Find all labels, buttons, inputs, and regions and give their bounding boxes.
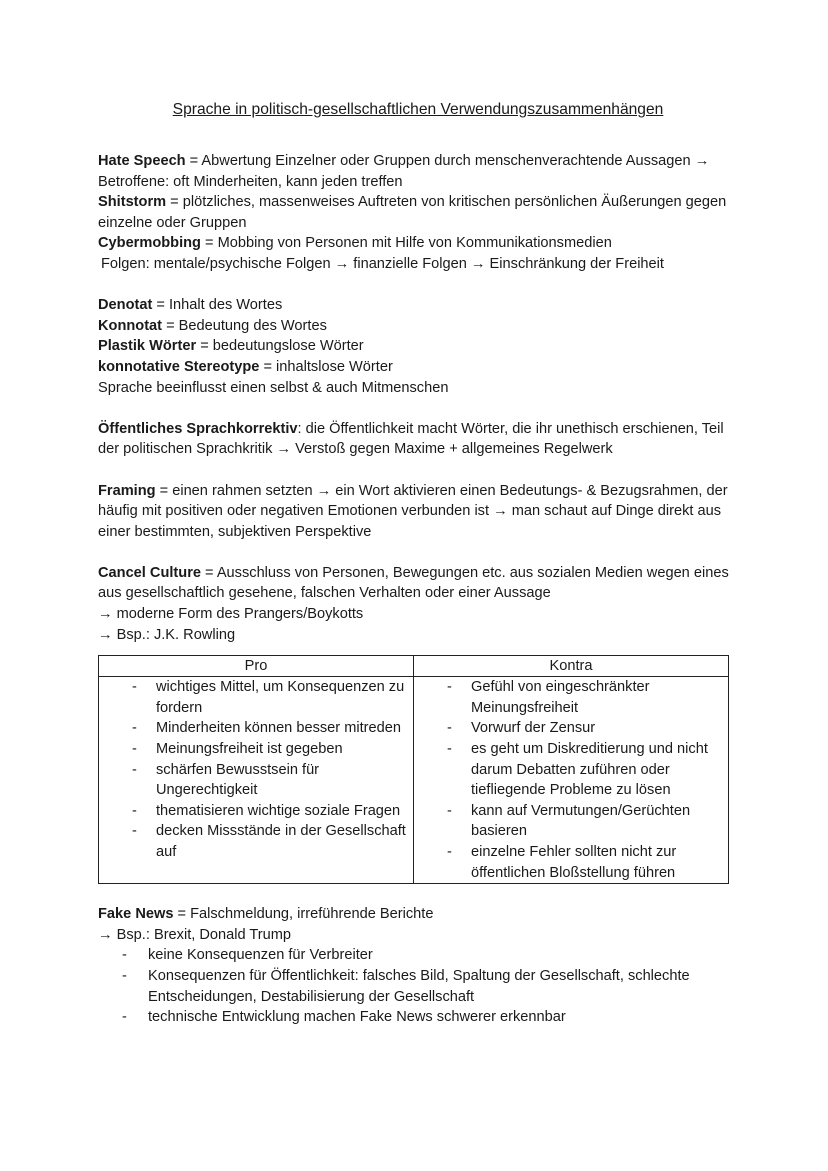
shitstorm-term: Shitstorm	[98, 194, 167, 211]
sprachkorrektiv-term: Öffentliches Sprachkorrektiv	[98, 420, 298, 437]
list-item: - technische Entwicklung machen Fake News schwerer erkennbar	[98, 1007, 738, 1028]
fake-news-definition: Fake News = Falschmeldung, irreführende Berichte	[98, 906, 434, 923]
hate-speech-term: Hate Speech	[98, 153, 186, 169]
list-item: - es geht um Diskreditierung und nicht darum Debatten zuführen oder tiefliegende Probleme zu lösen	[414, 739, 728, 801]
pro-header: Pro	[99, 656, 414, 677]
section-hate-speech	[98, 151, 738, 275]
list-item: - thematisieren wichtige soziale Fragen	[99, 801, 413, 822]
plastik-definition: Plastik Wörter = bedeutungslose Wörter	[98, 338, 364, 355]
pro-kontra-table	[98, 655, 729, 884]
list-item: - Konsequenzen für Öffentlichkeit: falsches Bild, Spaltung der Gesellschaft, schlechte Entscheidungen, Destabilisierung der Gesellschaft	[98, 966, 738, 1007]
cancel-culture-definition: Cancel Culture = Ausschluss von Personen, Bewegungen etc. aus sozialen Medien wegen eines aus gesellschaftlich gesehene, falschen Verhalten oder einer Aussage	[98, 564, 729, 602]
folgen-line: Folgen: mentale/psychische Folgen → finanzielle Folgen → Einschränkung der Freiheit	[101, 255, 664, 272]
cybermobbing-term: Cybermobbing	[98, 235, 201, 252]
list-item: - wichtiges Mittel, um Konsequenzen zu fordern	[99, 677, 413, 718]
cancel-culture-term: Cancel Culture	[98, 564, 201, 581]
kontra-header: Kontra	[414, 656, 729, 677]
pro-list	[99, 677, 413, 862]
list-item: - schärfen Bewusstsein für Ungerechtigkeit	[99, 760, 413, 801]
cancel-culture-example: → Bsp.: J.K. Rowling	[98, 626, 236, 643]
shitstorm-definition: Shitstorm = plötzliches, massenweises Auftreten von kritischen persönlichen Äußerungen gegen einzelne oder Gruppen	[98, 194, 727, 231]
konnotat-term: Konnotat	[98, 317, 163, 334]
kontra-list	[414, 677, 728, 883]
framing-definition: Framing = einen rahmen setzten → ein Wort aktivieren einen Bedeutungs- & Bezugsrahmen, der häufig mit positiven oder negativen Emotionen verbunden ist → man schaut auf Dinge direkt aus einer bestimmten, subjektiven Perspektive	[98, 482, 728, 540]
list-item: - Minderheiten können besser mitreden	[99, 718, 413, 739]
document-title: Sprache in politisch-gesellschaftlichen Verwendungszusammenhängen	[172, 101, 664, 118]
section-denotat	[98, 295, 738, 398]
fake-news-list	[98, 945, 738, 1027]
section-sprachkorrektiv	[98, 419, 738, 460]
list-item: - Vorwurf der Zensur	[414, 718, 728, 739]
stereotype-term: konnotative Stereotype	[98, 358, 260, 375]
list-item: - keine Konsequenzen für Verbreiter	[98, 945, 738, 966]
fake-news-term: Fake News	[98, 906, 174, 923]
fake-news-example: → Bsp.: Brexit, Donald Trump	[98, 926, 292, 943]
denotat-definition: Denotat = Inhalt des Wortes	[98, 297, 283, 314]
list-item: - kann auf Vermutungen/Gerüchten basieren	[414, 801, 728, 842]
denotat-term: Denotat	[98, 297, 153, 314]
plastik-term: Plastik Wörter	[98, 338, 197, 355]
cancel-culture-pranger: → moderne Form des Prangers/Boykotts	[98, 606, 364, 623]
section-framing	[98, 481, 738, 543]
list-item: - Gefühl von eingeschränkter Meinungsfreiheit	[414, 677, 728, 718]
stereotype-definition: konnotative Stereotype = inhaltslose Wörter	[98, 358, 393, 375]
list-item: - einzelne Fehler sollten nicht zur öffentlichen Bloßstellung führen	[414, 842, 728, 883]
konnotat-definition: Konnotat = Bedeutung des Wortes	[98, 317, 327, 334]
hate-speech-definition: Hate Speech = Abwertung Einzelner oder Gruppen durch menschenverachtende Aussagen → Betroffene: oft Minderheiten, kann jeden treffen	[98, 153, 710, 190]
section-cancel-culture	[98, 563, 738, 645]
cybermobbing-definition: Cybermobbing = Mobbing von Personen mit Hilfe von Kommunikationsmedien	[98, 235, 612, 252]
framing-term: Framing	[98, 482, 156, 499]
kontra-cell	[414, 677, 729, 884]
section-fake-news	[98, 904, 738, 1028]
document-page	[98, 100, 738, 1028]
list-item: - decken Missstände in der Gesellschaft auf	[99, 821, 413, 862]
pro-cell	[99, 677, 414, 884]
sprache-line: Sprache beeinflusst einen selbst & auch Mitmenschen	[98, 379, 449, 396]
list-item: - Meinungsfreiheit ist gegeben	[99, 739, 413, 760]
sprachkorrektiv-definition: Öffentliches Sprachkorrektiv: die Öffentlichkeit macht Wörter, die ihr unethisch erschienen, Teil der politischen Sprachkritik → Verstoß gegen Maxime + allgemeines Regelwerk	[98, 420, 724, 458]
